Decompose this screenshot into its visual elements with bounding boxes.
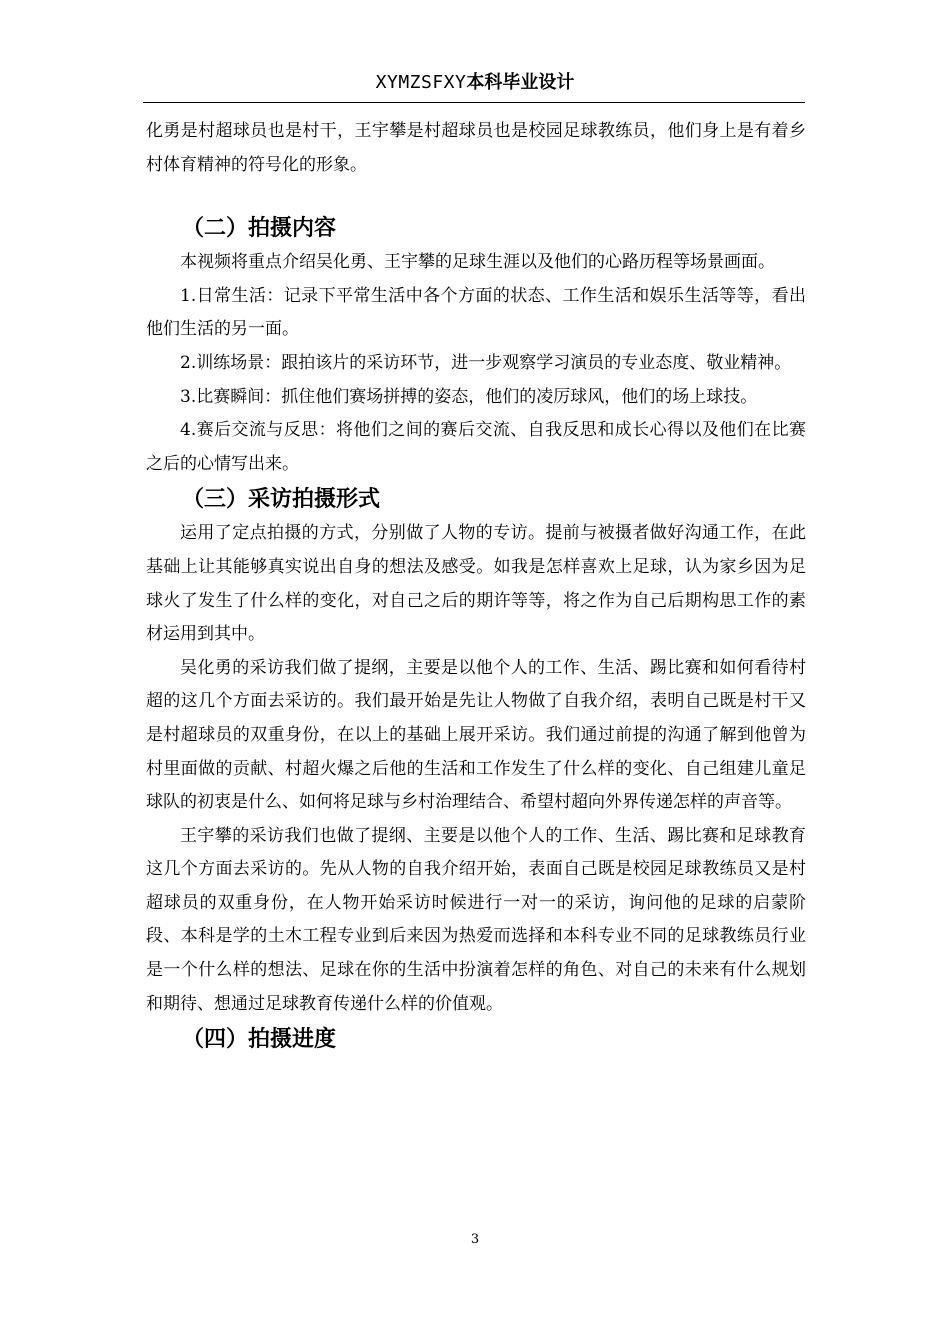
- section-heading-shooting-content: （二）拍摄内容: [182, 216, 337, 242]
- section-heading-shooting-progress: （四）拍摄进度: [182, 1027, 337, 1053]
- interview-wang-paragraph: 王宇攀的采访我们也做了提纲、主要是以他个人的工作、生活、踢比赛和足球教育这几个方面去采访的。先从人物的自我介绍开始，表面自己既是校园足球教练员又是村超球员的双重身份，在人物开始采访时候进行一对一的采访，询问他的足球的启蒙阶段、本科是学的土木工程专业到后来因为热爱而选择和本科专业不同的足球教练员行业是一个什么样的想法、足球在你的生活中扮演着怎样的角色、对自己的未来有什么规划和期待、想通过足球教育传递什么样的价值观。: [146, 825, 806, 1014]
- list-item-post-match: 4.赛后交流与反思：将他们之间的赛后交流、自我反思和成长心得以及他们在比赛之后的心情写出来。: [146, 420, 806, 474]
- page-header: [0, 71, 950, 95]
- list-item-daily-life: 1.日常生活：记录下平常生活中各个方面的状态、工作生活和娱乐生活等等，看出他们生活的另一面。: [146, 285, 806, 340]
- header-title: 本科毕业设计: [466, 72, 575, 93]
- section-heading-interview-format: （三）采访拍摄形式: [182, 487, 381, 513]
- interview-format-paragraph: 运用了定点拍摄的方式，分别做了人物的专访。提前与被摄者做好沟通工作，在此基础上让其能够真实说出自身的想法及感受。如我是怎样喜欢上足球，认为家乡因为足球火了发生了什么样的变化，对自己之后的期许等等，将之作为自己后期构思工作的素材运用到其中。: [146, 523, 806, 645]
- page-number: 3: [470, 1232, 480, 1247]
- interview-wu-paragraph: 吴化勇的采访我们做了提纲，主要是以他个人的工作、生活、踢比赛和如何看待村超的这几个方面去采访的。我们最开始是先让人物做了自我介绍，表明自己既是村干又是村超球员的双重身份，在以上的基础上展开采访。我们通过前提的沟通了解到他曾为村里面做的贡献、村超火爆之后他的生活和工作发生了什么样的变化、自己组建儿童足球队的初衷是什么、如何将足球与乡村治理结合、希望村超向外界传递怎样的声音等。: [146, 657, 806, 813]
- list-item-training: 2.训练场景：跟拍该片的采访环节，进一步观察学习演员的专业态度、敬业精神。: [180, 352, 792, 373]
- continued-paragraph: 化勇是村超球员也是村干，王宇攀是村超球员也是校园足球教练员，他们身上是有着乡村体育精神的符号化的形象。: [146, 121, 806, 175]
- document-body: [146, 115, 806, 1057]
- header-institution-code: XYMZSFXY: [375, 72, 467, 93]
- shooting-content-intro: 本视频将重点介绍吴化勇、王宇攀的足球生涯以及他们的心路历程等场景画面。: [180, 252, 775, 273]
- header-rule: [143, 102, 805, 103]
- list-item-match-moments: 3.比赛瞬间：抓住他们赛场拼搏的姿态，他们的凌厉球风，他们的场上球技。: [180, 386, 758, 407]
